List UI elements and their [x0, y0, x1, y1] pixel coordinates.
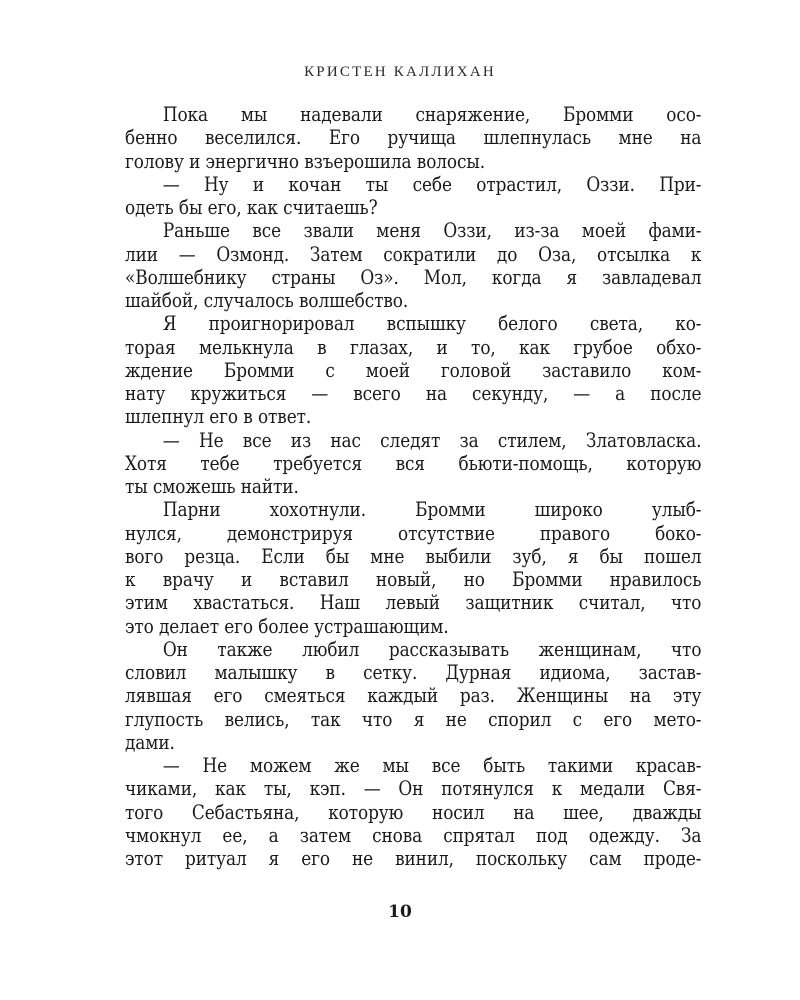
text-line: «Волшебнику страны Оз». Мол, когда я завладевал — [125, 265, 702, 289]
running-head: КРИСТЕН КАЛЛИХАН — [304, 64, 496, 80]
text-line: глупость велись, так что я не спорил с его мето- — [125, 707, 702, 731]
text-line: к врачу и вставил новый, но Бромми нравилось — [125, 568, 702, 591]
text-line: — Не все из нас следят за стилем, Златовласка. — [162, 428, 702, 452]
text-line: этот ритуал я его не винил, поскольку сам проде- — [125, 847, 702, 870]
text-line: одеть бы его, как считаешь? — [125, 196, 378, 219]
text-line: торая мелькнула в глазах, и то, как грубое обхо- — [125, 335, 702, 359]
text-line: Хотя тебе требуется вся бьюти-помощь, которую — [125, 451, 702, 475]
text-line: ты сможешь найти. — [125, 475, 299, 498]
text-line: шайбой, случалось волшебство. — [125, 289, 409, 312]
text-line: Раньше все звали меня Оззи, из-за моей фами- — [162, 219, 702, 243]
text-line: нату кружиться — всего на секунду, — а после — [125, 382, 702, 405]
text-line: Я проигнорировал вспышку белого света, ко- — [162, 312, 702, 336]
text-line: чмокнул ее, а затем снова спрятал под одежду. За — [125, 823, 702, 847]
text-line: это делает его более устрашающим. — [125, 614, 449, 638]
text-line: вого резца. Если бы мне выбили зуб, я бы пошел — [125, 544, 702, 568]
text-line: Он также любил рассказывать женщинам, что — [162, 637, 702, 661]
text-line: — Не можем же мы все быть такими красав- — [162, 754, 702, 777]
text-line: ждение Бромми с моей головой заставило ком- — [125, 358, 702, 382]
text-line: Пока мы надевали снаряжение, Бромми осо- — [162, 103, 702, 126]
text-line: лявшая его смеяться каждый раз. Женщины на эту — [125, 684, 702, 708]
text-line: — Ну и кочан ты себе отрастил, Оззи. При- — [162, 172, 702, 196]
text-line: нулся, демонстрируя отсутствие правого боко- — [125, 521, 702, 545]
text-line: словил малышку в сетку. Дурная идиома, застав- — [125, 661, 702, 684]
text-line: шлепнул его в ответ. — [125, 405, 312, 429]
text-line: лии — Озмонд. Затем сократили до Оза, отсылка к — [125, 242, 702, 266]
text-line: того Себастьяна, которую носил на шее, дважды — [125, 800, 702, 824]
text-line: Парни хохотнули. Бромми широко улыб- — [162, 498, 702, 522]
text-line: этим хвастаться. Наш левый защитник считал, что — [125, 591, 702, 615]
body-text — [125, 103, 702, 870]
text-line: чиками, как ты, кэп. — Он потянулся к медали Свя- — [125, 777, 702, 801]
text-line: дами. — [125, 730, 175, 754]
text-line: голову и энергично взъерошила волосы. — [125, 149, 486, 173]
text-line: бенно веселился. Его ручища шлепнулась мне на — [125, 126, 702, 150]
page-number: 10 — [388, 902, 412, 922]
